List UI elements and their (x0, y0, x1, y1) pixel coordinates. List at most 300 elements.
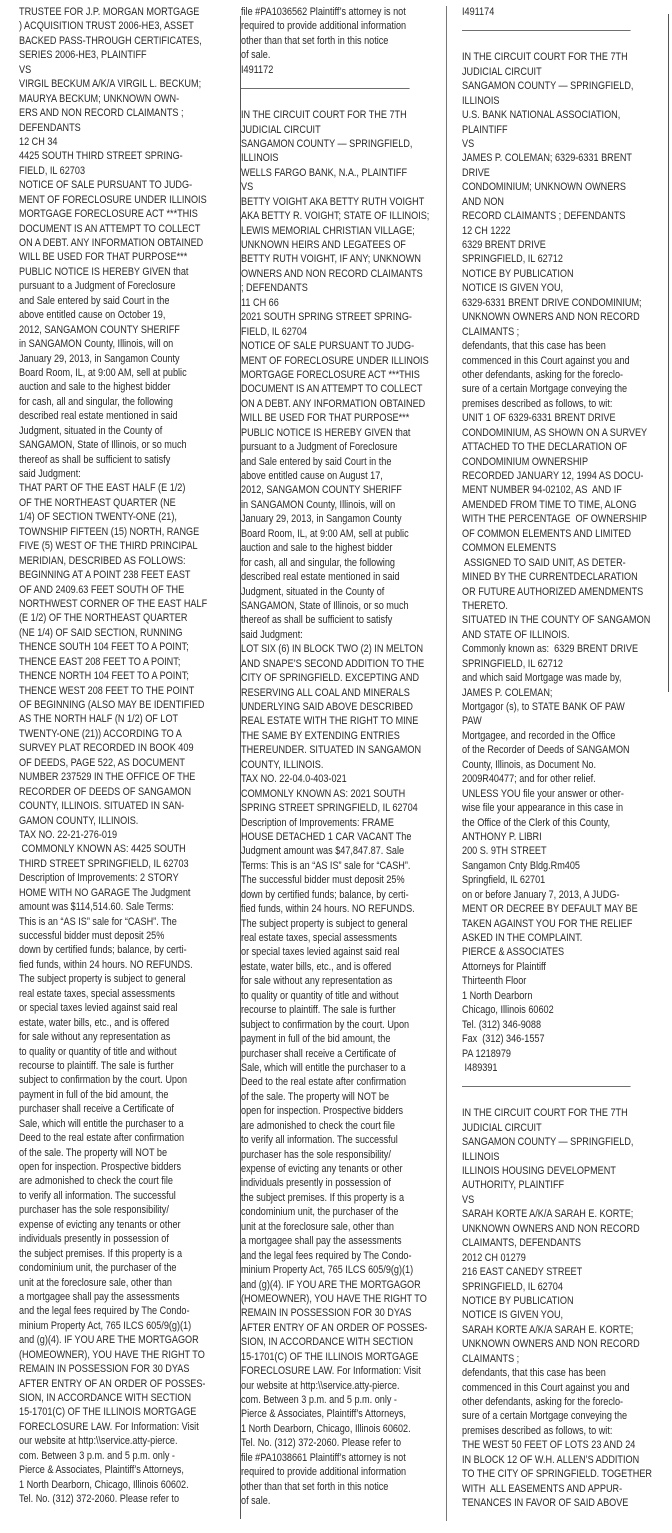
notice-text-line: described real estate mentioned in said (19, 410, 178, 423)
notice-text-line: Tel. (312) 346-9088 (462, 1018, 542, 1031)
notice-text-line: VS (462, 137, 475, 150)
notice-text-line: JUDICIAL CIRCUIT (241, 123, 321, 136)
notice-spacer (462, 1092, 625, 1106)
notice-text-line: described real estate mentioned in said (241, 571, 400, 584)
notice-text-line: open for inspection. Prospective bidders (19, 1161, 182, 1173)
notice-text-line: real estate taxes, special assessments (241, 932, 397, 944)
notice-text-line: Terms: This is an “AS IS” sale for “CASH”. (241, 859, 411, 872)
notice-text-line: The subject property is subject to general (19, 973, 186, 986)
notice-text-line: AFTER ENTRY OF AN ORDER OF POSSES- (19, 1377, 206, 1390)
notice-text-line: LOT SIX (6) IN BLOCK TWO (2) IN MELTON (241, 643, 424, 656)
notice-text-line: in SANGAMON County, Illinois, will on (19, 338, 174, 351)
notice-text-line: OR FUTURE AUTHORIZED AMENDMENTS (462, 585, 644, 598)
notice-text-line: MENT OF FORECLOSURE UNDER ILLINOIS (241, 354, 429, 367)
notice-text-line: individuals presently in possession of (19, 1233, 169, 1246)
notice-text-line: ANTHONY P. LIBRI (462, 830, 542, 843)
notice-text-line: FORECLOSURE LAW. For Information: Visit (241, 1365, 421, 1378)
notice-text-line: MAURYA BECKUM; UNKNOWN OWN- (19, 92, 180, 105)
notice-text-line: wise file your appearance in this case in (462, 802, 624, 815)
notice-text-line: WILL BE USED FOR THAT PURPOSE*** (241, 412, 410, 425)
notice-text-line: 200 S. 9TH STREET (462, 845, 547, 858)
notice-text-line: to quality or quantity of title and without (241, 989, 399, 1002)
notice-text-line: DEFENDANTS (19, 121, 81, 134)
notice-text-line: THENCE SOUTH 104 FEET TO A POINT; (19, 641, 189, 654)
notice-text-line: DOCUMENT IS AN ATTEMPT TO COLLECT (19, 222, 201, 235)
notice-text-line: Springfield, IL 62701 (462, 874, 546, 887)
notice-text-line: WITH THE PERCENTAGE OF OWNERSHIP (462, 513, 647, 526)
notice-text-line: TWENTY-ONE (21)) ACCORDING TO A (19, 727, 182, 740)
notice-text-line: above entitled cause on August 17, (241, 470, 383, 482)
notice-text-line: and the legal fees required by The Condo- (241, 1249, 412, 1262)
notice-text-line: NOTICE BY PUBLICATION (462, 267, 574, 280)
notice-text-line: THE WEST 50 FEET OF LOTS 23 AND 24 (462, 1439, 636, 1452)
notice-text-line: pursuant to a Judgment of Foreclosure (19, 280, 176, 293)
notice-text-line: Judgment, situated in the County of (241, 585, 385, 598)
notice-separator (462, 30, 631, 31)
notice-text-line: Fax (312) 346-1557 (462, 1033, 545, 1046)
notice-text-line: file #PA1036562 Plaintiff’s attorney is not (241, 6, 406, 18)
notice-text-line: UNKNOWN OWNERS AND NON RECORD (462, 1222, 640, 1235)
notice-text-line: are admonished to check the court file (19, 1175, 173, 1188)
notice-text-line: and which said Mortgage was made by, (462, 672, 622, 685)
notice-text-line: PAW (462, 715, 482, 728)
notice-text-line: GAMON COUNTY, ILLINOIS. (19, 814, 139, 827)
notice-text-line: minium Property Act, 765 ILCS 605/9(g)(1) (19, 1319, 192, 1332)
notice-spacer (462, 36, 625, 50)
notice-text-line: COMMONLY KNOWN AS: 2021 SOUTH (241, 787, 406, 800)
notice-text-line: 6329-6331 BRENT DRIVE CONDOMINIUM; (462, 296, 642, 309)
notice-text-line: FIELD, IL 62704 (241, 325, 308, 338)
notice-text-line: THENCE EAST 208 FEET TO A POINT; (19, 655, 181, 668)
notice-text-line: SURVEY PLAT RECORDED IN BOOK 409 (19, 742, 194, 755)
notice-text-line: OWNERS AND NON RECORD CLAIMANTS (241, 267, 423, 280)
notice-text-line: other than that set forth in this notice (241, 34, 389, 47)
notice-text-line: SION, IN ACCORDANCE WITH SECTION (19, 1392, 192, 1404)
notice-text-line: Thirteenth Floor (462, 975, 527, 988)
notice-text-line: BETTY RUTH VOIGHT, IF ANY; UNKNOWN (241, 253, 421, 266)
notice-text-line: MORTGAGE FORECLOSURE ACT ***THIS (19, 208, 198, 221)
notice-text-line: Pierce & Associates, Plaintiff’s Attorneys, (19, 1464, 184, 1477)
notice-text-line: 2012, SANGAMON COUNTY SHERIFF (241, 484, 402, 497)
notice-text-line: for sale without any representation as (19, 1031, 171, 1044)
notice-text-line: CITY OF SPRINGFIELD. EXCEPTING AND (241, 672, 420, 685)
notice-text-line: MINED BY THE CURRENTDECLARATION (462, 571, 638, 584)
notice-text-line: MORTGAGE FORECLOSURE ACT ***THIS (241, 368, 420, 381)
notice-text-line: JAMES P. COLEMAN; (462, 686, 553, 699)
notice-text-line: to verify all information. The successful (19, 1189, 176, 1202)
notice-text-line: of the Recorder of Deeds of SANGAMON (462, 744, 630, 757)
notice-text-line: SANGAMON, State of Illinois, or so much (19, 439, 187, 452)
notice-text-line: TO THE CITY OF SPRINGFIELD. TOGETHER (462, 1468, 653, 1481)
notice-text-line: condominium unit, the purchaser of the (241, 1206, 399, 1219)
notice-separator (462, 1086, 631, 1087)
notice-text-line: AFTER ENTRY OF AN ORDER OF POSSES- (241, 1321, 428, 1334)
notice-text-line: WELLS FARGO BANK, N.A., PLAINTIFF (241, 166, 408, 179)
notice-text-line: CLAIMANTS, DEFENDANTS (462, 1237, 581, 1250)
legal-notice (241, 108, 430, 1508)
notice-text-line: 2021 SOUTH SPRING STREET SPRING- (241, 311, 412, 324)
notice-text-line: DRIVE (462, 166, 490, 179)
notice-text-line: commenced in this Court against you and (462, 354, 630, 367)
notice-text-line: Judgment amount was $47,847.87. Sale (241, 845, 405, 858)
notice-text-line: to quality or quantity of title and without (19, 1045, 177, 1058)
notice-text-line: to verify all information. The successful (241, 1134, 398, 1147)
notice-text-line: WILL BE USED FOR THAT PURPOSE*** (19, 251, 188, 264)
notice-text-line: VS (19, 63, 32, 76)
notice-text-line: MENT NUMBER 94-02102, AS AND IF (462, 484, 622, 497)
notice-text-line: defendants, that this case has been (462, 340, 606, 353)
notice-text-line: OF BEGINNING (ALSO MAY BE IDENTIFIED (19, 699, 205, 711)
notice-text-line: THAT PART OF THE EAST HALF (E 1/2) (19, 482, 186, 495)
notice-text-line: OF COMMON ELEMENTS AND LIMITED (462, 527, 632, 540)
notice-text-line: SANGAMON COUNTY — SPRINGFIELD, (462, 1136, 634, 1149)
notice-text-line: Description of Improvements: FRAME (241, 816, 394, 829)
legal-notice (462, 1106, 653, 1510)
notice-text-line: said Judgment: (241, 628, 303, 641)
notice-text-line: NOTICE OF SALE PURSUANT TO JUDG- (241, 340, 415, 353)
notice-text-line: FIVE (5) WEST OF THE THIRD PRINCIPAL (19, 540, 198, 553)
notice-text-line: ON A DEBT. ANY INFORMATION OBTAINED (241, 397, 426, 410)
notice-text-line: of the sale. The property will NOT be (241, 1090, 390, 1103)
column-2 (241, 5, 430, 1509)
notice-text-line: DOCUMENT IS AN ATTEMPT TO COLLECT (241, 383, 423, 396)
notice-text-line: or special taxes levied against said real (19, 1002, 178, 1015)
notice-text-line: Mortgagee, and recorded in the Office (462, 729, 616, 742)
notice-text-line: UNIT 1 OF 6329-6331 BRENT DRIVE (462, 412, 616, 425)
notice-text-line: CLAIMANTS ; (462, 1352, 520, 1365)
notice-text-line: BACKED PASS-THROUGH CERTIFICATES, (19, 34, 202, 47)
notice-text-line: (HOMEOWNER), YOU HAVE THE RIGHT TO (19, 1348, 205, 1361)
notice-text-line: JUDICIAL CIRCUIT (462, 65, 542, 78)
notice-text-line: IN THE CIRCUIT COURT FOR THE 7TH (462, 51, 628, 64)
notice-text-line: Deed to the real estate after confirmation (241, 1076, 407, 1089)
notice-text-line: RECORDED JANUARY 12, 1994 AS DOCU- (462, 470, 644, 482)
notice-text-line: Deed to the real estate after confirmation (19, 1132, 185, 1145)
notice-text-line: This is an “AS IS” sale for “CASH”. The (19, 915, 177, 928)
notice-text-line: JUDICIAL CIRCUIT (462, 1121, 542, 1134)
notice-text-line: FIELD, IL 62703 (19, 164, 86, 177)
notice-text-line: on or before January 7, 2013, A JUDG- (462, 888, 620, 901)
notice-text-line: com. Between 3 p.m. and 5 p.m. only - (19, 1449, 175, 1462)
notice-text-line: ILLINOIS (462, 94, 500, 107)
notice-text-line: estate, water bills, etc., and is offered (241, 960, 392, 973)
legal-notice (462, 50, 651, 1075)
notice-text-line: ERS AND NON RECORD CLAIMANTS ; (19, 107, 184, 120)
notice-text-line: VIRGIL BECKUM A/K/A VIRGIL L. BECKUM; (19, 78, 202, 91)
notice-text-line: CONDOMINIUM, AS SHOWN ON A SURVEY (462, 426, 648, 439)
notice-text-line: MERIDIAN, DESCRIBED AS FOLLOWS: (19, 554, 186, 567)
notice-text-line: 1 North Dearborn, Chicago, Illinois 60602. (241, 1422, 411, 1435)
notice-text-line: and (g)(4). IF YOU ARE THE MORTGAGOR (241, 1278, 421, 1291)
notice-text-line: amount was $114,514.60. Sale Terms: (19, 901, 174, 914)
notice-text-line: REMAIN IN POSSESSION FOR 30 DYAS (241, 1307, 412, 1320)
notice-text-line: NOTICE BY PUBLICATION (462, 1294, 574, 1307)
notice-text-line: sure of a certain Mortgage conveying the (462, 1410, 628, 1423)
notice-text-line: TRUSTEE FOR J.P. MORGAN MORTGAGE (19, 6, 200, 18)
notice-text-line: individuals presently in possession of (241, 1177, 391, 1190)
notice-spacer (241, 94, 404, 108)
notice-text-line: 1 North Dearborn, Chicago, Illinois 60602. (19, 1478, 189, 1491)
notice-text-line: NOTICE IS GIVEN YOU, (462, 282, 564, 295)
notice-text-line: AND SNAPE’S SECOND ADDITION TO THE (241, 657, 425, 670)
notice-text-line: for cash, all and singular, the following (241, 556, 395, 569)
notice-text-line: ILLINOIS (241, 152, 279, 165)
notice-text-line: PLAINTIFF (462, 123, 508, 136)
notice-text-line: unit at the foreclosure sale, other than (19, 1276, 172, 1289)
notice-text-line: NORTHWEST CORNER OF THE EAST HALF (19, 597, 208, 610)
notice-text-line: CONDOMINIUM; UNKNOWN OWNERS (462, 181, 626, 194)
notice-text-line: in SANGAMON County, Illinois, will on (241, 498, 396, 511)
notice-text-line: NUMBER 237529 IN THE OFFICE OF THE (19, 771, 196, 784)
notice-text-line: said Judgment: (19, 468, 81, 480)
notice-text-line: CONDOMINIUM OWNERSHIP (462, 455, 589, 468)
notice-text-line: payment in full of the bid amount, the (19, 1088, 169, 1101)
notice-text-line: County, Illinois, as Document No. (462, 758, 597, 771)
notice-text-line: IN BLOCK 12 OF W.H. ALLEN’S ADDITION (462, 1453, 640, 1466)
notice-text-line: 11 CH 66 (241, 296, 279, 309)
notice-text-line: AKA BETTY R. VOIGHT; STATE OF ILLINOIS; (241, 210, 430, 223)
notice-text-line: AND STATE OF ILLINOIS. (462, 628, 570, 641)
notice-text-line: Description of Improvements: 2 STORY (19, 872, 179, 885)
notice-text-line: AS THE NORTH HALF (N 1/2) OF LOT (19, 713, 179, 726)
notice-text-line: of the sale. The property will NOT be (19, 1146, 168, 1159)
notice-text-line: MENT OF FORECLOSURE UNDER ILLINOIS (19, 193, 207, 206)
notice-text-line: SPRINGFIELD, IL 62712 (462, 253, 563, 266)
notice-text-line: premises described as follows, to wit: (462, 1424, 613, 1437)
notice-text-line: PUBLIC NOTICE IS HEREBY GIVEN that (19, 265, 189, 278)
notice-text-line: SANGAMON COUNTY — SPRINGFIELD, (462, 80, 634, 93)
notice-text-line: SPRING STREET SPRINGFIELD, IL 62704 (241, 802, 418, 815)
notice-text-line: of sale. (241, 1495, 271, 1508)
notice-text-line: 15-1701(C) OF THE ILLINOIS MORTGAGE (241, 1350, 419, 1363)
notice-text-line: pursuant to a Judgment of Foreclosure (241, 441, 398, 454)
notice-text-line: The successful bidder must deposit 25% (241, 874, 405, 887)
notice-text-line: BEGINNING AT A POINT 238 FEET EAST (19, 569, 191, 582)
notice-text-line: January 29, 2013, in Sangamon County (241, 513, 402, 526)
column-divider-3 (668, 14, 669, 692)
notice-text-line: the subject premises. If this property is a (241, 1191, 405, 1204)
notice-text-line: ON A DEBT. ANY INFORMATION OBTAINED (19, 237, 204, 249)
notice-text-line: down by certified funds; balance, by certi- (241, 888, 409, 901)
notice-text-line: VS (241, 181, 254, 194)
notice-text-line: thereof as shall be sufficient to satisfy (241, 614, 393, 627)
notice-text-line: for cash, all and singular, the following (19, 395, 173, 408)
column-3 (462, 5, 653, 1511)
notice-text-line: estate, water bills, etc., and is offered (19, 1016, 170, 1029)
notice-text-line: PA 1218979 (462, 1047, 511, 1060)
notice-text-line: auction and sale to the highest bidder (241, 542, 393, 555)
notice-text-line: SANGAMON, State of Illinois, or so much (241, 599, 409, 612)
notice-text-line: fied funds, within 24 hours. NO REFUNDS. (241, 903, 415, 916)
notice-text-line: AND NON (462, 195, 505, 208)
notice-text-line: LEWIS MEMORIAL CHRISTIAN VILLAGE; (241, 224, 415, 237)
notice-text-line: commenced in this Court against you and (462, 1381, 630, 1394)
notice-text-line: a mortgagee shall pay the assessments (19, 1290, 180, 1303)
notice-text-line: WITH ALL EASEMENTS AND APPUR- (462, 1482, 623, 1495)
notice-text-line: purchaser has the sole responsibility/ (19, 1204, 169, 1217)
notice-text-line: unit at the foreclosure sale, other than (241, 1220, 394, 1233)
notice-text-line: REAL ESTATE WITH THE RIGHT TO MINE (241, 715, 419, 728)
notice-text-line: FORECLOSURE LAW. For Information: Visit (19, 1420, 199, 1433)
notice-text-line: or special taxes levied against said real (241, 946, 400, 959)
notice-text-line: OF DEEDS, PAGE 522, AS DOCUMENT (19, 756, 185, 769)
notice-text-line: Judgment, situated in the County of (19, 424, 163, 437)
notice-text-line: TAKEN AGAINST YOU FOR THE RELIEF (462, 917, 633, 930)
legal-notice (19, 5, 208, 1507)
notice-text-line: SARAH KORTE A/K/A SARAH E. KORTE; (462, 1323, 634, 1336)
notice-text-line: real estate taxes, special assessments (19, 987, 175, 1000)
notice-text-line: minium Property Act, 765 ILCS 605/9(g)(1) (241, 1264, 414, 1277)
notice-text-line: premises described as follows, to wit: (462, 397, 613, 410)
notice-text-line: Sale, which will entitle the purchaser to a (19, 1117, 184, 1130)
notice-text-line: BETTY VOIGHT AKA BETTY RUTH VOIGHT (241, 195, 425, 208)
notice-text-line: January 29, 2013, in Sangamon County (19, 352, 180, 365)
notice-text-line: RECORD CLAIMANTS ; DEFENDANTS (462, 210, 626, 223)
notice-text-line: CLAIMANTS ; (462, 325, 520, 338)
notice-text-line: SERIES 2006-HE3, PLAINTIFF (19, 49, 147, 62)
notice-text-line: successful bidder must deposit 25% (19, 930, 165, 942)
notice-text-line: Commonly known as: 6329 BRENT DRIVE (462, 643, 639, 656)
notice-text-line: other defendants, asking for the foreclo- (462, 1396, 624, 1408)
notice-text-line: 12 CH 34 (19, 135, 58, 148)
notice-text-line: HOME WITH NO GARAGE The Judgment (19, 886, 191, 899)
column-divider-1 (240, 16, 241, 1519)
notice-text-line: recourse to plaintiff. The sale is further (241, 1004, 396, 1017)
notice-text-line: 2012 CH 01279 (462, 1251, 526, 1264)
notice-text-line: 6329 BRENT DRIVE (462, 239, 546, 251)
notice-text-line: I491172 (241, 63, 274, 76)
notice-text-line: PUBLIC NOTICE IS HEREBY GIVEN that (241, 426, 411, 439)
notice-text-line: open for inspection. Prospective bidders (241, 1105, 404, 1118)
notice-text-line: 1 North Dearborn (462, 989, 533, 1002)
notice-text-line: THE SAME BY EXTENDING ENTRIES (241, 729, 400, 742)
notice-text-line: other defendants, asking for the foreclo- (462, 368, 624, 381)
notice-text-line: Board Room, IL, at 9:00 AM, sell at public (241, 527, 409, 540)
notice-text-line: TOWNSHIP FIFTEEN (15) NORTH, RANGE (19, 525, 200, 538)
notice-text-line: defendants, that this case has been (462, 1367, 606, 1380)
notice-text-line: are admonished to check the court file (241, 1119, 395, 1132)
notice-text-line: expense of evicting any tenants or other (19, 1218, 181, 1231)
notice-text-line: Board Room, IL, at 9:00 AM, sell at public (19, 366, 187, 379)
notice-text-line: Tel. No. (312) 372-2060. Please refer to (19, 1493, 180, 1506)
notice-text-line: IN THE CIRCUIT COURT FOR THE 7TH (462, 1107, 628, 1120)
notice-text-line: UNKNOWN HEIRS AND LEGATEES OF (241, 239, 406, 251)
notice-text-line: Sangamon Cnty Bldg.Rm405 (462, 859, 581, 872)
notice-text-line: above entitled cause on October 19, (19, 309, 166, 322)
notice-text-line: 4425 SOUTH THIRD STREET SPRING- (19, 150, 183, 163)
notice-text-line: the Office of the Clerk of this County, (462, 816, 611, 829)
notice-text-line: Mortgagor (s), to STATE BANK OF PAW (462, 701, 625, 713)
notice-text-line: ILLINOIS HOUSING DEVELOPMENT (462, 1165, 616, 1177)
notice-text-line: UNKNOWN OWNERS AND NON RECORD (462, 311, 640, 324)
notice-text-line: THIRD STREET SPRINGFIELD, IL 62703 (19, 857, 189, 870)
notice-text-line: expense of evicting any tenants or other (241, 1163, 403, 1175)
notice-text-line: 12 CH 1222 (462, 224, 511, 237)
notice-text-line: ATTACHED TO THE DECLARATION OF (462, 441, 628, 454)
notice-text-line: 2009R40477; and for other relief. (462, 773, 596, 786)
notice-text-line: UNKNOWN OWNERS AND NON RECORD (462, 1338, 640, 1351)
notice-text-line: ASSIGNED TO SAID UNIT, AS DETER- (462, 556, 626, 569)
notice-text-line: our website at http:\\service.atty-pierce. (241, 1379, 400, 1392)
notice-text-line: I489391 (462, 1061, 498, 1074)
notice-text-line: JAMES P. COLEMAN; 6329-6331 BRENT (462, 152, 632, 165)
notice-text-line: THERETO. (462, 599, 508, 612)
notice-text-line: down by certified funds; balance, by certi- (19, 944, 187, 957)
notice-text-line: and Sale entered by said Court in the (19, 294, 170, 307)
notice-text-line: COMMON ELEMENTS (462, 542, 557, 555)
notice-text-line: OF THE NORTHEAST QUARTER (NE (19, 496, 176, 509)
notice-text-line: U.S. BANK NATIONAL ASSOCIATION, (462, 109, 621, 122)
notice-text-line: 15-1701(C) OF THE ILLINOIS MORTGAGE (19, 1406, 197, 1419)
notice-text-line: (NE 1/4) OF SAID SECTION, RUNNING (19, 626, 183, 639)
notice-text-line: a mortgagee shall pay the assessments (241, 1235, 402, 1248)
notice-text-line: HOUSE DETACHED 1 CAR VACANT The (241, 830, 412, 843)
notice-text-line: condominium unit, the purchaser of the (19, 1262, 177, 1275)
notice-text-line: AUTHORITY, PLAINTIFF (462, 1179, 565, 1192)
notice-text-line: ) ACQUISITION TRUST 2006-HE3, ASSET (19, 20, 194, 33)
notice-text-line: SITUATED IN THE COUNTY OF SANGAMON (462, 614, 651, 627)
notice-text-line: Attorneys for Plaintiff (462, 960, 546, 973)
notice-text-line: our website at http:\\service.atty-pierce. (19, 1435, 178, 1448)
notice-text-line: UNDERLYING SAID ABOVE DESCRIBED (241, 701, 413, 713)
notice-text-line: SANGAMON COUNTY — SPRINGFIELD, (241, 137, 413, 150)
notice-text-line: PIERCE & ASSOCIATES (462, 946, 565, 959)
notice-text-line: SARAH KORTE A/K/A SARAH E. KORTE; (462, 1208, 634, 1221)
notice-spacer (241, 77, 404, 91)
notice-text-line: UNLESS YOU file your answer or other- (462, 787, 624, 800)
notice-text-line: (HOMEOWNER), YOU HAVE THE RIGHT TO (241, 1292, 427, 1305)
notice-text-line: THEREUNDER. SITUATED IN SANGAMON (241, 744, 422, 757)
notice-text-line: purchaser shall receive a Certificate of (19, 1103, 174, 1116)
notice-spacer (462, 19, 625, 33)
notice-text-line: I491174 (462, 6, 495, 18)
notice-text-line: Chicago, Illinois 60602 (462, 1004, 554, 1017)
notice-text-line: auction and sale to the highest bidder (19, 381, 171, 394)
notice-separator (241, 88, 410, 89)
notice-text-line: THENCE WEST 208 FEET TO THE POINT (19, 684, 195, 697)
notice-text-line: and (g)(4). IF YOU ARE THE MORTGAGOR (19, 1334, 199, 1347)
notice-text-line: required to provide additional information (241, 1466, 407, 1479)
notice-text-line: thereof as shall be sufficient to satisfy (19, 453, 171, 466)
notice-text-line: and Sale entered by said Court in the (241, 455, 392, 468)
notice-text-line: Pierce & Associates, Plaintiff’s Attorneys, (241, 1408, 406, 1421)
notice-text-line: the subject premises. If this property is a (19, 1247, 183, 1260)
notice-text-line: sure of a certain Mortgage conveying the (462, 383, 628, 396)
notice-text-line: file #PA1038661 Plaintiff’s attorney is not (241, 1451, 406, 1464)
notice-text-line: ASKED IN THE COMPLAINT. (462, 932, 583, 944)
notice-text-line: Sale, which will entitle the purchaser to a (241, 1061, 406, 1074)
notice-text-line: MENT OR DECREE BY DEFAULT MAY BE (462, 903, 638, 916)
notice-text-line: The subject property is subject to general (241, 917, 408, 930)
notice-text-line: TAX NO. 22-21-276-019 (19, 828, 118, 841)
notice-text-line: Tel. No. (312) 372-2060. Please refer to (241, 1437, 402, 1450)
notice-text-line: REMAIN IN POSSESSION FOR 30 DYAS (19, 1363, 190, 1376)
notice-text-line: subject to confirmation by the court. Upon (241, 1018, 410, 1031)
notice-text-line: TENANCES IN FAVOR OF SAID ABOVE (462, 1497, 629, 1510)
notice-text-line: IN THE CIRCUIT COURT FOR THE 7TH (241, 109, 407, 122)
notice-text-line: payment in full of the bid amount, the (241, 1033, 391, 1046)
legal-notice (241, 5, 407, 77)
notice-text-line: for sale without any representation as (241, 975, 393, 988)
notice-text-line: other than that set forth in this notice (241, 1480, 389, 1493)
notice-text-line: purchaser has the sole responsibility/ (241, 1148, 391, 1161)
notice-text-line: NOTICE OF SALE PURSUANT TO JUDG- (19, 179, 193, 192)
notice-text-line: RECORDER OF DEEDS OF SANGAMON (19, 785, 192, 798)
column-1 (19, 5, 208, 1507)
notice-text-line: and the legal fees required by The Condo- (19, 1305, 190, 1318)
notice-text-line: OF AND 2409.63 FEET SOUTH OF THE (19, 583, 185, 596)
notice-text-line: TAX NO. 22-04.0-403-021 (241, 773, 347, 786)
